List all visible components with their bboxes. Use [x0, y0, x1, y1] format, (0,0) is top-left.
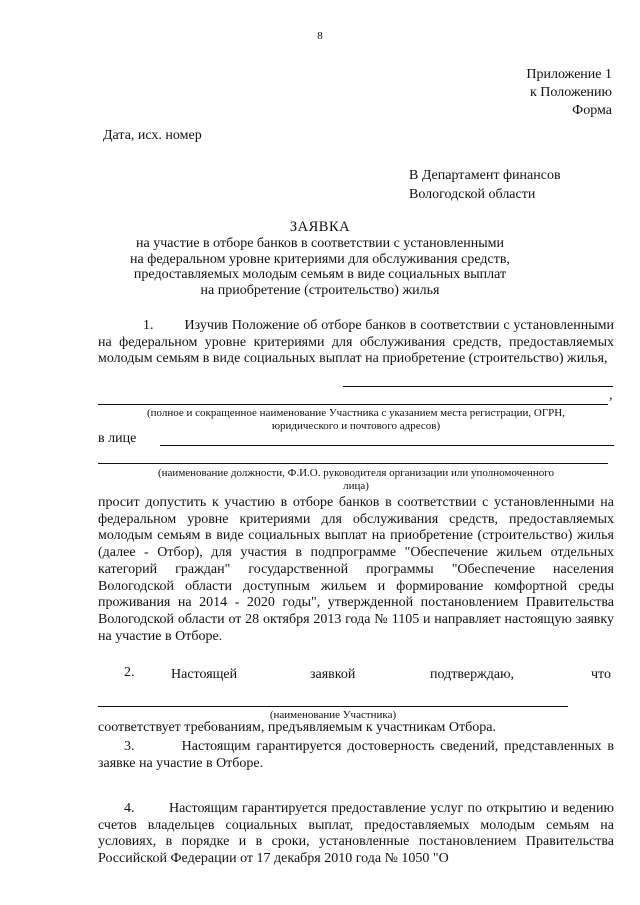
subtitle-line: на приобретение (строительство) жилья — [200, 282, 440, 298]
representative-field-1[interactable] — [160, 445, 614, 446]
paragraph-2-word: подтверждаю, — [430, 667, 515, 682]
caption-line: (наименование должности, Ф.И.О. руководителя организации или уполномоченного — [158, 467, 554, 479]
appendix-line-2: к Положению — [529, 85, 612, 100]
subtitle-line: предоставляемых молодым семьям в виде социальных выплат — [133, 267, 507, 283]
person-label: в лице — [98, 431, 137, 446]
participant-name-field-1[interactable] — [343, 386, 613, 387]
date-label: Дата, исх. номер — [103, 128, 202, 143]
subtitle-line: на федеральном уровне критериями для обслуживания средств, — [130, 251, 510, 267]
page-number: 8 — [317, 30, 323, 42]
paragraph-1: 1. Изучив Положение об отборе банков в соответствии с установленными на федеральном уровне критериями для обслуживания средств, предоставляемых молодым семьям в виде социальных выплат на приобретение (строительство) жилья, — [98, 318, 614, 367]
paragraph-2-continuation: соответствует требованиям, предъявляемым к участникам Отбора. — [98, 720, 496, 735]
addressee — [409, 166, 561, 204]
subtitle-line: на участие в отборе банков в соответствии с установленными — [136, 236, 504, 251]
document-subtitle — [0, 236, 640, 298]
caption-line: юридического и почтового адресов) — [271, 420, 441, 432]
addressee-line-1: В Департамент финансов — [409, 168, 561, 183]
participant-field[interactable] — [98, 706, 568, 707]
paragraph-4: 4. Настоящим гарантируется предоставление услуг по открытию и ведению счетов владельцев социальных выплат, предоставляемых молодым семьям на условиях, в порядке и в сроки, установленные постановлением Правительства Российской Федерации от 17 декабря 2010 года № 1050 "О — [98, 801, 614, 867]
appendix-line-1: Приложение 1 — [526, 67, 612, 82]
document-title: ЗАЯВКА — [289, 219, 351, 235]
participant-name-field-2[interactable] — [98, 404, 608, 405]
form-label: Форма — [572, 103, 612, 118]
paragraph-2-word: заявкой — [310, 667, 356, 682]
caption-line: (полное и сокращенное наименование Участника с указанием места регистрации, ОГРН, — [146, 407, 565, 419]
line-end-comma: , — [609, 388, 613, 403]
paragraph-2-word: Настоящей — [171, 667, 238, 682]
representative-caption — [98, 467, 614, 493]
representative-field-2[interactable] — [98, 463, 608, 464]
appendix-header — [526, 66, 612, 120]
paragraph-3: 3. Настоящим гарантируется достоверность сведений, представленных в заявке на участие в Отборе. — [98, 739, 614, 771]
paragraph-2-word: что — [591, 667, 611, 682]
addressee-line-2: Вологодской области — [409, 187, 536, 202]
paragraph-1-continuation: просит допустить к участию в отборе банков в соответствии с установленными на федеральном уровне критериями для обслуживания средств, предоставляемых молодым семьям в виде социальных выплат на приобретение (строительство) жилья (далее - Отбор), для участия в подпрограмме "Обеспечение жильем отдельных категорий граждан" государственной программы "Обеспечение населения Вологодской области доступным жильем и формирование комфортной среды проживания на 2014 - 2020 годы", утвержденной постановлением Правительства Вологодской области от 28 октября 2013 года № 1105 и направляет настоящую заявку на участие в Отборе. — [98, 495, 614, 644]
caption-line: лица) — [343, 480, 369, 492]
participant-caption — [98, 407, 614, 433]
participant-caption-2: (наименование Участника) — [269, 709, 397, 721]
paragraph-2-number: 2. — [124, 665, 135, 680]
